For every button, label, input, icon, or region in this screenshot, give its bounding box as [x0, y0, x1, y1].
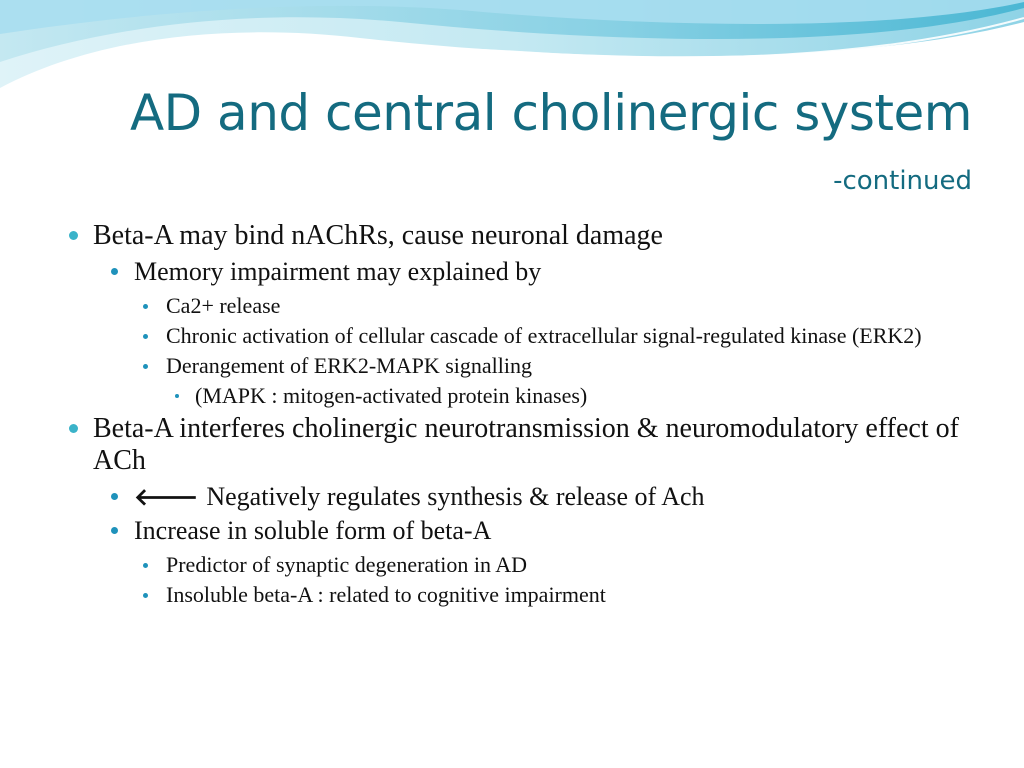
- bullet-dot-icon: [143, 364, 148, 369]
- sub-sub-bullet-ca-release: [141, 293, 966, 319]
- note-mapk-definition: [173, 383, 966, 409]
- bullet-dot-icon: [143, 563, 148, 568]
- bullet-dot-icon: [111, 527, 118, 534]
- bullet-beta-a-interferes: [66, 413, 966, 477]
- bullet-text: (MAPK : mitogen-activated protein kinases): [195, 383, 588, 408]
- bullet-text: Memory impairment may explained by: [134, 257, 542, 286]
- bullet-dot-icon: [143, 304, 148, 309]
- bullet-text: Increase in soluble form of beta-A: [134, 516, 492, 545]
- slide-subtitle: -continued: [833, 166, 972, 196]
- bullet-text: Beta-A may bind nAChRs, cause neuronal damage: [93, 220, 663, 251]
- sub-sub-bullet-predictor: [141, 552, 966, 578]
- bullet-dot-icon: [143, 593, 148, 598]
- sub-sub-bullet-erk2-activation: [141, 323, 966, 349]
- bullet-text: Insoluble beta-A : related to cognitive impairment: [166, 582, 606, 607]
- bullet-text: Ca2+ release: [166, 293, 281, 318]
- bullet-dot-icon: [143, 334, 148, 339]
- bullet-text: Chronic activation of cellular cascade of extracellular signal-regulated kinase (ERK2): [166, 323, 922, 348]
- bullet-beta-a-binds-nachrs: [66, 220, 966, 252]
- slide-body: [66, 220, 966, 611]
- left-arrow-icon: 🡐: [134, 483, 199, 511]
- bullet-dot-icon: [69, 424, 78, 433]
- bullet-dot-icon: [111, 493, 118, 500]
- bullet-dot-icon: [111, 268, 118, 275]
- bullet-text: Negatively regulates synthesis & release of Ach: [206, 482, 705, 511]
- bullet-text: Beta-A interferes cholinergic neurotransmission & neuromodulatory effect of ACh: [93, 413, 959, 476]
- bullet-dot-icon: [175, 394, 179, 398]
- bullet-text: Predictor of synaptic degeneration in AD: [166, 552, 528, 577]
- slide-title: AD and central cholinergic system: [129, 84, 972, 142]
- sub-sub-bullet-erk2-mapk: [141, 353, 966, 379]
- sub-sub-bullet-insoluble: [141, 582, 966, 608]
- sub-bullet-negative-regulation: [108, 480, 966, 514]
- sub-bullet-memory-impairment: [108, 255, 966, 289]
- bullet-text: Derangement of ERK2-MAPK signalling: [166, 353, 532, 378]
- sub-bullet-soluble-beta-a: [108, 514, 966, 548]
- bullet-dot-icon: [69, 231, 78, 240]
